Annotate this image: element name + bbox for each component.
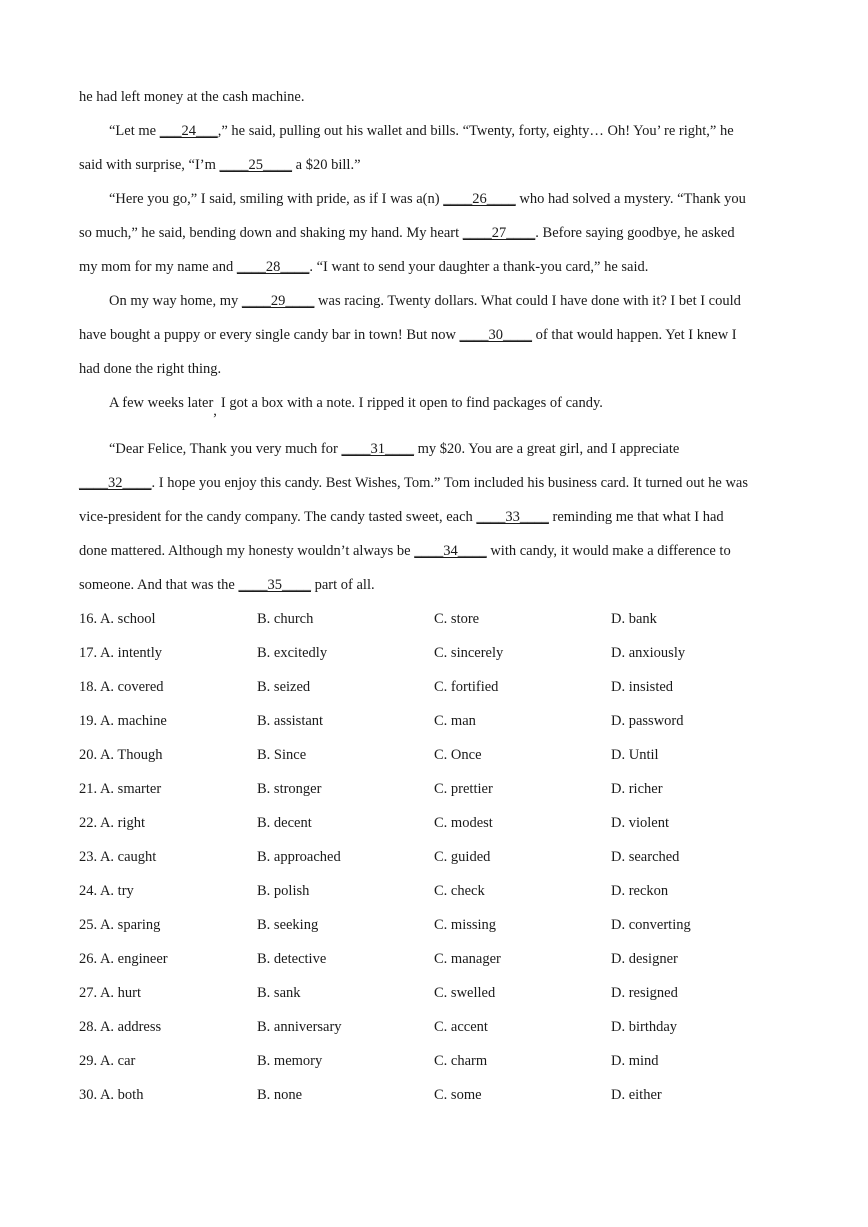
passage-line	[109, 439, 791, 459]
option-d: D. mind	[611, 1053, 659, 1069]
passage-line	[79, 575, 791, 595]
option-c: C. manager	[434, 951, 501, 967]
passage-text: “Dear Felice, Thank you very much for	[109, 441, 342, 457]
passage-line	[79, 325, 791, 345]
passage-text: my $20. You are a great girl, and I appreciate	[413, 441, 680, 457]
option-a: 29. A. car	[79, 1053, 136, 1069]
option-row-20	[79, 745, 791, 765]
option-row-18	[79, 677, 791, 697]
option-c: C. charm	[434, 1053, 488, 1069]
option-d: D. converting	[611, 917, 691, 933]
option-a: 22. A. right	[79, 815, 146, 831]
option-c: C. swelled	[434, 985, 496, 1001]
passage-text: . Before saying goodbye, he asked	[535, 225, 735, 241]
option-row-27	[79, 983, 791, 1003]
option-b: B. assistant	[257, 713, 324, 729]
answer-blank-32: ____32____	[79, 475, 152, 491]
option-b: B. Since	[257, 747, 307, 763]
answer-blank-29: ____29____	[241, 293, 315, 309]
passage-text: someone. And that was the	[79, 577, 239, 593]
passage-line	[109, 121, 791, 141]
answer-blank-27: ____27____	[462, 225, 536, 241]
option-d: D. searched	[611, 849, 680, 865]
option-a: 30. A. both	[79, 1087, 144, 1103]
passage-text: who had solved a mystery. “Thank you	[515, 191, 746, 207]
option-d: D. insisted	[611, 679, 674, 695]
passage-text: vice-president for the candy company. The candy tasted sweet, each	[79, 509, 477, 525]
passage-line	[79, 223, 791, 243]
option-a: 28. A. address	[79, 1019, 162, 1035]
passage-line	[79, 541, 791, 561]
option-b: B. approached	[257, 849, 341, 865]
option-row-26	[79, 949, 791, 969]
option-row-24	[79, 881, 791, 901]
option-row-22	[79, 813, 791, 833]
option-b: B. anniversary	[257, 1019, 342, 1035]
passage-line	[79, 155, 791, 175]
option-a: 24. A. try	[79, 883, 134, 899]
passage-text: A few weeks later	[109, 395, 214, 411]
passage-line	[79, 359, 791, 379]
option-d: D. resigned	[611, 985, 678, 1001]
passage-text: have bought a puppy or every single candy bar in town! But now	[79, 327, 460, 343]
option-b: B. none	[257, 1087, 303, 1103]
option-c: C. prettier	[434, 781, 493, 797]
passage-text: I got a box with a note. I ripped it open to find packages of candy.	[217, 395, 603, 411]
passage-text: done mattered. Although my honesty wouldn’t always be	[79, 543, 415, 559]
option-c: C. fortified	[434, 679, 499, 695]
option-d: D. violent	[611, 815, 669, 831]
option-row-16	[79, 609, 791, 629]
passage-line	[79, 473, 791, 493]
option-a: 19. A. machine	[79, 713, 167, 729]
passage-text: a $20 bill.”	[292, 157, 361, 173]
passage-text: “Let me	[109, 123, 160, 139]
option-row-23	[79, 847, 791, 867]
option-b: B. stronger	[257, 781, 322, 797]
option-row-19	[79, 711, 791, 731]
option-d: D. reckon	[611, 883, 669, 899]
answer-blank-24: ___24___	[159, 123, 218, 139]
answer-blank-25: ____25____	[219, 157, 293, 173]
option-d: D. designer	[611, 951, 678, 967]
option-row-28	[79, 1017, 791, 1037]
passage-line	[109, 291, 791, 311]
option-b: B. excitedly	[257, 645, 328, 661]
option-b: B. memory	[257, 1053, 323, 1069]
passage-text: part of all.	[310, 577, 375, 593]
option-b: B. seeking	[257, 917, 319, 933]
passage-text: said with surprise, “I’m	[79, 157, 220, 173]
option-d: D. birthday	[611, 1019, 678, 1035]
option-d: D. password	[611, 713, 684, 729]
option-c: C. modest	[434, 815, 493, 831]
answer-blank-31: ____31____	[341, 441, 414, 457]
passage-text: On my way home, my	[109, 293, 242, 309]
option-b: B. sank	[257, 985, 301, 1001]
passage-line	[79, 257, 791, 277]
answer-blank-34: ____34____	[414, 543, 487, 559]
passage-line	[79, 87, 791, 107]
passage-line	[79, 507, 791, 527]
option-c: C. missing	[434, 917, 497, 933]
passage-text: with candy, it would make a difference to	[486, 543, 731, 559]
option-row-29	[79, 1051, 791, 1071]
option-a: 23. A. caught	[79, 849, 157, 865]
passage-text: . “I want to send your daughter a thank-you card,” he said.	[309, 259, 649, 275]
option-d: D. bank	[611, 611, 657, 627]
option-a: 18. A. covered	[79, 679, 164, 695]
passage-line	[109, 189, 791, 209]
answer-blank-30: ____30____	[459, 327, 533, 343]
option-d: D. richer	[611, 781, 663, 797]
passage-text: of that would happen. Yet I knew I	[532, 327, 737, 343]
option-row-17	[79, 643, 791, 663]
option-c: C. man	[434, 713, 476, 729]
passage-text: ,” he said, pulling out his wallet and bills. “Twenty, forty, eighty… Oh! You’ re right,” he	[217, 123, 734, 139]
passage-text: reminding me that what I had	[548, 509, 724, 525]
passage-text: my mom for my name and	[79, 259, 237, 275]
option-c: C. accent	[434, 1019, 488, 1035]
option-d: D. either	[611, 1087, 662, 1103]
option-b: B. decent	[257, 815, 312, 831]
passage-text: was racing. Twenty dollars. What could I have done with it? I bet I could	[314, 293, 741, 309]
option-c: C. Once	[434, 747, 482, 763]
option-a: 20. A. Though	[79, 747, 163, 763]
option-a: 26. A. engineer	[79, 951, 168, 967]
option-b: B. church	[257, 611, 314, 627]
option-a: 25. A. sparing	[79, 917, 161, 933]
option-c: C. guided	[434, 849, 491, 865]
option-b: B. polish	[257, 883, 310, 899]
option-a: 17. A. intently	[79, 645, 162, 661]
option-d: D. Until	[611, 747, 659, 763]
passage-text: “Here you go,” I said, smiling with pride, as if I was a(n)	[109, 191, 444, 207]
option-c: C. sincerely	[434, 645, 504, 661]
answer-blank-28: ____28____	[236, 259, 310, 275]
option-a: 21. A. smarter	[79, 781, 162, 797]
answer-blank-33: ____33____	[476, 509, 549, 525]
option-c: C. check	[434, 883, 485, 899]
option-c: C. store	[434, 611, 480, 627]
option-b: B. seized	[257, 679, 311, 695]
stray-comma: ,	[213, 403, 217, 419]
passage-text: so much,” he said, bending down and shaking my hand. My heart	[79, 225, 463, 241]
answer-blank-26: ____26____	[443, 191, 516, 207]
passage-text: he had left money at the cash machine.	[79, 89, 305, 105]
option-a: 16. A. school	[79, 611, 156, 627]
option-row-30	[79, 1085, 791, 1105]
option-b: B. detective	[257, 951, 327, 967]
option-a: 27. A. hurt	[79, 985, 142, 1001]
passage-text: . I hope you enjoy this candy. Best Wishes, Tom.” Tom included his business card. It turned out he was	[151, 475, 748, 491]
option-d: D. anxiously	[611, 645, 686, 661]
passage-text: had done the right thing.	[79, 361, 222, 377]
option-c: C. some	[434, 1087, 482, 1103]
option-row-25	[79, 915, 791, 935]
option-row-21	[79, 779, 791, 799]
passage-line	[109, 393, 791, 419]
answer-blank-35: ____35____	[238, 577, 311, 593]
